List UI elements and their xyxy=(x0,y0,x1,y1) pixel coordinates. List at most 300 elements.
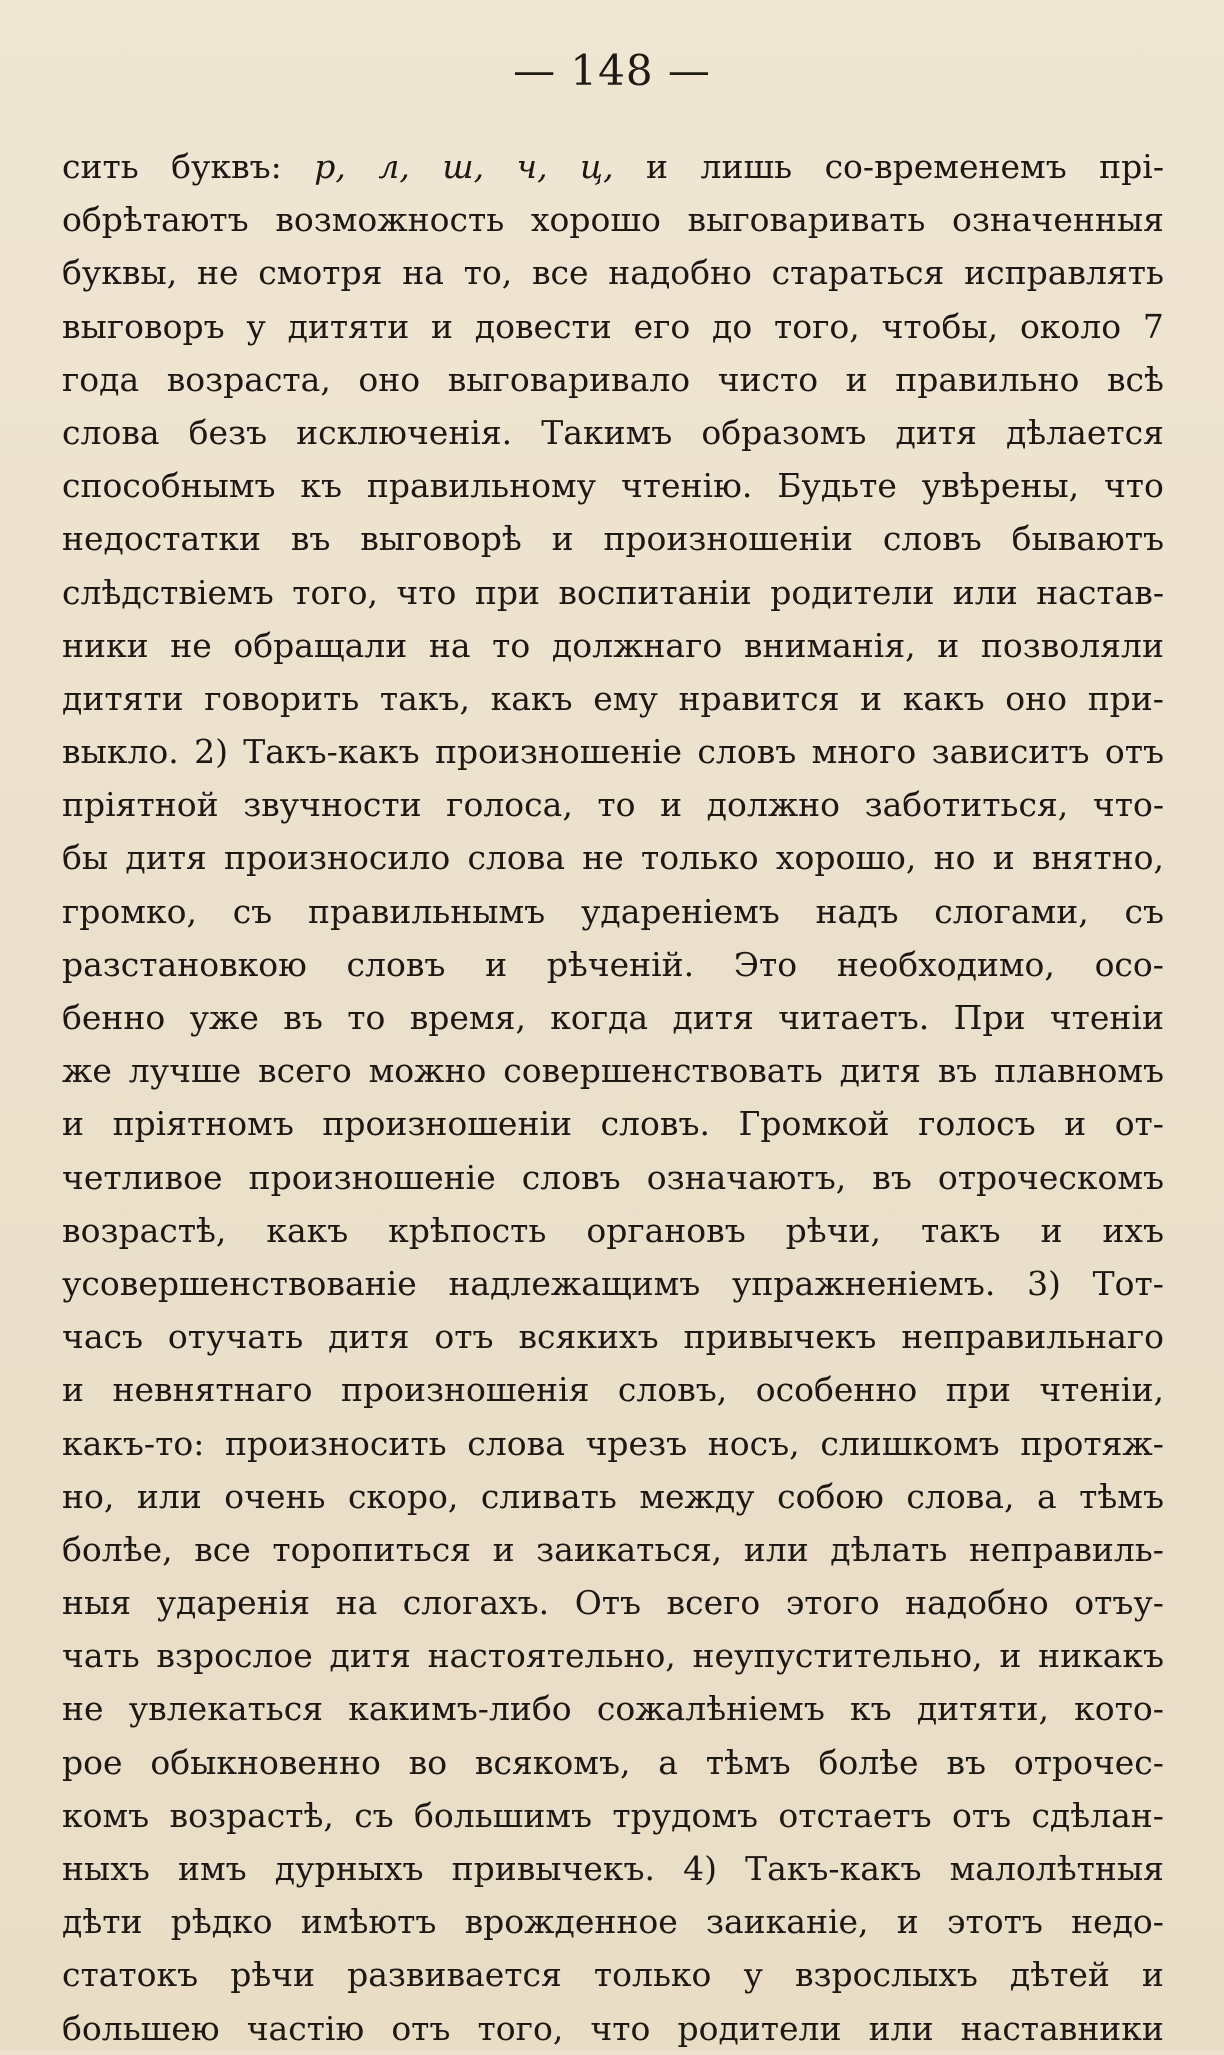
text-word: невнятнаго xyxy=(112,1370,313,1410)
text-word: недо- xyxy=(1071,1902,1164,1942)
text-word: л, xyxy=(378,147,410,186)
text-line xyxy=(62,353,1164,406)
text-word: говорить xyxy=(204,678,360,718)
text-word: этотъ xyxy=(947,1902,1043,1942)
text-word: врожденное xyxy=(464,1902,678,1942)
text-word: чтобы, xyxy=(881,306,999,346)
text-word: всякихъ xyxy=(518,1317,659,1357)
text-word: въ xyxy=(937,1051,978,1091)
text-word: рѣчи, xyxy=(785,1210,881,1250)
text-word: дурныхъ xyxy=(274,1849,424,1888)
text-word: статокъ xyxy=(62,1955,199,1995)
text-word: то xyxy=(347,998,386,1037)
text-word: а xyxy=(658,1742,678,1782)
text-word: 2) xyxy=(194,732,228,772)
text-line xyxy=(62,1789,1164,1842)
text-word: въ xyxy=(946,1742,986,1782)
text-word: протяж- xyxy=(1020,1423,1164,1463)
text-word: въ xyxy=(290,519,331,559)
text-line xyxy=(62,778,1164,831)
text-word: съ xyxy=(354,1795,394,1835)
text-word: какъ xyxy=(266,1210,349,1250)
text-word: и xyxy=(551,519,574,559)
text-word: словъ, xyxy=(617,1370,728,1410)
text-word: что xyxy=(396,572,457,612)
text-line xyxy=(62,140,1164,193)
text-word: до xyxy=(712,306,753,346)
text-word: того, xyxy=(774,306,860,346)
text-word: чисто xyxy=(717,359,819,399)
text-word: 3) xyxy=(1027,1263,1061,1303)
text-word: дѣлается xyxy=(1005,412,1164,452)
text-word: правильному xyxy=(366,466,597,506)
text-word: произношенія xyxy=(340,1370,590,1410)
text-word: слова xyxy=(467,838,566,878)
text-word: всего xyxy=(666,1583,761,1623)
text-word: исправлять xyxy=(964,253,1164,293)
text-word: между xyxy=(639,1476,755,1516)
text-word: болѣе, xyxy=(62,1529,173,1569)
text-word: выговорѣ xyxy=(360,519,522,559)
text-word: и xyxy=(485,944,508,984)
text-word: когда xyxy=(550,998,649,1037)
text-word: слогахъ. xyxy=(402,1583,550,1623)
text-word: имѣютъ xyxy=(300,1902,437,1942)
text-word: громко, xyxy=(62,891,197,931)
text-word: внятно, xyxy=(1031,838,1164,878)
text-word: ныя xyxy=(62,1583,132,1623)
text-word: или xyxy=(743,1529,809,1569)
text-word: образомъ xyxy=(701,412,867,452)
text-word: или xyxy=(952,572,1018,612)
text-word: и xyxy=(62,1104,84,1144)
text-word: то xyxy=(597,785,636,825)
text-word: дитя xyxy=(895,412,977,452)
text-word: рѣчи xyxy=(230,1955,316,1995)
text-line xyxy=(62,672,1164,725)
text-word: обрѣтаютъ xyxy=(62,200,249,240)
text-word: и xyxy=(430,306,453,346)
text-word: время, xyxy=(409,998,526,1037)
text-word: пріятномъ xyxy=(112,1104,294,1144)
text-line xyxy=(62,406,1164,459)
text-word: ш, xyxy=(442,147,485,186)
text-word: кото- xyxy=(1074,1689,1164,1729)
text-word: развивается xyxy=(347,1955,562,1995)
text-word: у xyxy=(743,1955,763,1995)
text-word: скоро, xyxy=(347,1476,459,1516)
text-word: настоятельно, xyxy=(427,1636,676,1676)
text-word: Будьте xyxy=(777,466,897,506)
text-word: наставники xyxy=(960,2008,1164,2048)
text-word: и xyxy=(492,1529,515,1569)
text-word: чтеніи xyxy=(1049,998,1164,1037)
page-number: — 148 — xyxy=(513,46,711,95)
text-word: сливать xyxy=(480,1476,617,1516)
text-word: обращали xyxy=(233,625,408,665)
text-word: частію xyxy=(246,2008,365,2048)
text-word: дитя xyxy=(125,838,207,878)
text-word: трудомъ xyxy=(612,1795,759,1835)
text-word: всякомъ, xyxy=(474,1742,631,1782)
text-word: но xyxy=(933,838,976,878)
text-word: родители xyxy=(677,2008,842,2048)
text-word: и xyxy=(1064,1104,1087,1144)
text-word: къ xyxy=(850,1689,892,1729)
text-line xyxy=(62,2002,1164,2055)
text-word: исключенія. xyxy=(296,412,513,452)
text-word: привычекъ. xyxy=(451,1849,656,1888)
text-word: или xyxy=(868,2008,934,2048)
text-word: лишь xyxy=(700,147,793,186)
text-word: звучности xyxy=(243,785,422,825)
text-word: от- xyxy=(1114,1104,1164,1144)
text-word: ныхъ xyxy=(62,1849,150,1888)
text-word: выкло. xyxy=(62,732,179,772)
text-word: дитя xyxy=(328,1317,410,1357)
text-word: и xyxy=(992,838,1015,878)
text-word: крѣпость xyxy=(388,1210,547,1250)
text-word: на xyxy=(428,625,471,665)
text-word: и xyxy=(999,1636,1022,1676)
text-line xyxy=(62,1044,1164,1097)
text-word: читаетъ. xyxy=(778,998,930,1037)
text-word: отрочес- xyxy=(1013,1742,1164,1782)
text-word: сожалѣніемъ xyxy=(596,1689,825,1729)
text-line xyxy=(62,1682,1164,1735)
text-word: какъ xyxy=(490,678,573,718)
text-word: и xyxy=(1040,1210,1063,1250)
text-word: словъ xyxy=(521,1157,621,1197)
text-word: безъ xyxy=(188,412,268,452)
text-word: воспитаніи xyxy=(558,572,752,612)
text-word: отроческомъ xyxy=(937,1157,1164,1197)
text-word: увѣрены, xyxy=(921,466,1080,506)
text-line xyxy=(62,725,1164,778)
text-line xyxy=(62,1629,1164,1682)
text-word: означенныя xyxy=(951,200,1164,240)
text-word: дитяти xyxy=(62,678,184,718)
text-word: какъ xyxy=(902,678,985,718)
text-word: Такъ-какъ xyxy=(243,732,420,772)
text-word: только xyxy=(593,1955,712,1995)
text-word: дитя xyxy=(329,1636,411,1676)
text-line xyxy=(62,1842,1164,1895)
text-word: правильно xyxy=(895,359,1080,399)
text-word: на xyxy=(335,1583,378,1623)
text-word: дитяти xyxy=(287,306,410,346)
text-word: нравится xyxy=(678,678,840,718)
text-word: только xyxy=(641,838,759,878)
text-word: не xyxy=(196,253,239,293)
text-line xyxy=(62,1151,1164,1204)
text-word: и xyxy=(937,625,960,665)
text-word: и xyxy=(62,1370,84,1410)
text-word: плавномъ xyxy=(994,1051,1164,1091)
text-word: въ xyxy=(283,998,323,1037)
text-word: Отъ xyxy=(574,1583,641,1623)
text-word: бы xyxy=(62,838,109,878)
text-word: съ xyxy=(1124,891,1164,931)
text-word: малолѣтныя xyxy=(949,1849,1164,1888)
text-word: что xyxy=(1103,466,1164,506)
text-word: сить xyxy=(62,147,139,186)
text-word: его xyxy=(633,306,691,346)
text-word: чать xyxy=(62,1636,140,1676)
text-word: при xyxy=(474,572,540,612)
text-line xyxy=(62,1523,1164,1576)
text-word: такъ xyxy=(920,1210,1001,1250)
text-line xyxy=(62,1097,1164,1150)
text-word: четливое xyxy=(62,1157,223,1197)
text-word: болѣе xyxy=(818,1742,919,1782)
text-word: отучать xyxy=(167,1317,304,1357)
text-word: 4) xyxy=(683,1849,718,1888)
text-word: въ xyxy=(872,1157,912,1197)
text-word: заиканіе, xyxy=(705,1902,869,1942)
text-word: около xyxy=(1019,306,1122,346)
text-word: голоса, xyxy=(446,785,573,825)
text-line xyxy=(62,512,1164,565)
text-word: такъ, xyxy=(379,678,470,718)
text-word: этого xyxy=(785,1583,880,1623)
text-line xyxy=(62,1417,1164,1470)
text-word: отстаетъ xyxy=(778,1795,932,1835)
text-word: слова xyxy=(62,412,160,452)
text-word: произношеніе xyxy=(434,732,683,772)
text-word: при- xyxy=(1087,678,1164,718)
text-word: дитя xyxy=(672,998,754,1037)
text-word: хорошо xyxy=(530,200,661,240)
text-word: чтеніи, xyxy=(1039,1370,1164,1410)
text-word: словъ xyxy=(697,732,797,772)
text-line xyxy=(62,1470,1164,1523)
text-word: съ xyxy=(232,891,273,931)
text-word: упражненіемъ. xyxy=(732,1263,996,1303)
text-word: заботиться, xyxy=(864,785,1069,825)
text-word: буквы, xyxy=(62,253,178,293)
text-word: необходимо, xyxy=(836,944,1055,984)
text-word: вниманія, xyxy=(743,625,916,665)
text-word: надъ xyxy=(815,891,899,931)
text-word: пріятной xyxy=(62,785,219,825)
text-word: же xyxy=(62,1051,112,1091)
text-word: то, xyxy=(463,253,513,293)
text-word: означаютъ, xyxy=(646,1157,847,1197)
text-word: того, xyxy=(292,572,378,612)
text-word: органовъ xyxy=(586,1210,746,1250)
text-line xyxy=(62,938,1164,991)
text-word: смотря xyxy=(258,253,383,293)
text-word: уже xyxy=(189,998,259,1037)
text-word: произношеніи xyxy=(322,1104,573,1144)
text-word: Тот- xyxy=(1092,1263,1164,1303)
text-word: къ xyxy=(300,466,342,506)
text-word: буквъ: xyxy=(171,147,282,186)
text-word: отъ xyxy=(952,1795,1012,1835)
text-word: торопиться xyxy=(272,1529,472,1569)
text-word: тѣмъ xyxy=(1079,1476,1164,1516)
text-word: словъ. xyxy=(600,1104,710,1144)
text-word: слова xyxy=(467,1423,565,1463)
text-word: у xyxy=(246,306,266,346)
text-word: должно xyxy=(706,785,841,825)
text-word: отъ xyxy=(391,2008,451,2048)
text-word: дитяти, xyxy=(916,1689,1049,1729)
text-word: что xyxy=(590,2008,651,2048)
text-word: никакъ xyxy=(1038,1636,1164,1676)
text-line xyxy=(62,885,1164,938)
text-line xyxy=(62,246,1164,299)
text-word: неупустительно, xyxy=(692,1636,983,1676)
text-word: отъ xyxy=(1104,732,1164,772)
text-word: возрастѣ, xyxy=(169,1795,334,1835)
text-word: надобно xyxy=(905,1583,1049,1623)
text-word: слова, xyxy=(906,1476,1015,1516)
text-word: не xyxy=(170,625,212,665)
text-word: словъ xyxy=(346,944,446,984)
text-line xyxy=(62,566,1164,619)
text-word: увлекаться xyxy=(128,1689,324,1729)
text-word: надлежащимъ xyxy=(448,1263,701,1303)
text-word: какъ-то: xyxy=(62,1423,205,1463)
text-word: словъ xyxy=(882,519,982,559)
text-word: осо- xyxy=(1094,944,1164,984)
text-line xyxy=(62,459,1164,512)
text-word: зависитъ xyxy=(931,732,1090,772)
text-word: ч, xyxy=(516,147,548,186)
text-word: какимъ-либо xyxy=(348,1689,572,1729)
text-word: тѣмъ xyxy=(705,1742,791,1782)
text-word: Такимъ xyxy=(541,412,673,452)
text-word: оно xyxy=(1005,678,1068,718)
text-line xyxy=(62,300,1164,353)
text-line xyxy=(62,1363,1164,1416)
text-word: что- xyxy=(1092,785,1164,825)
text-word: или xyxy=(136,1476,202,1516)
text-word: 7 xyxy=(1142,306,1164,346)
text-word: возраста, xyxy=(166,359,331,399)
text-word: настав- xyxy=(1036,572,1164,612)
text-word: привычекъ xyxy=(683,1317,877,1357)
text-word: произносить xyxy=(225,1423,447,1463)
text-word: Это xyxy=(733,944,798,984)
text-word: отъу- xyxy=(1074,1583,1164,1623)
text-word: того, xyxy=(477,2008,564,2048)
text-word: хорошо, xyxy=(775,838,917,878)
text-word: отъ xyxy=(434,1317,494,1357)
text-word: усовершенствованіе xyxy=(62,1263,417,1303)
text-line xyxy=(62,1576,1164,1629)
text-word: и xyxy=(896,1902,919,1942)
text-word: удареніемъ xyxy=(580,891,780,931)
text-word: со-временемъ xyxy=(824,147,1067,186)
text-word: правильнымъ xyxy=(307,891,546,931)
text-word: чтенію. xyxy=(620,466,753,506)
text-word: на xyxy=(402,253,444,293)
text-line xyxy=(62,1204,1164,1257)
text-word: ники xyxy=(62,625,149,665)
text-word: выговоръ xyxy=(62,306,225,346)
text-word: и xyxy=(660,785,683,825)
page-text xyxy=(62,140,1164,2055)
text-word: При xyxy=(953,998,1026,1037)
text-word: Громкой xyxy=(738,1104,890,1144)
text-line xyxy=(62,193,1164,246)
text-word: во xyxy=(408,1742,448,1782)
text-word: слишкомъ xyxy=(820,1423,1000,1463)
text-word: ему xyxy=(593,678,658,718)
text-word: разстановкою xyxy=(62,944,307,984)
text-word: обыкновенно xyxy=(150,1742,381,1782)
text-word: и xyxy=(845,359,868,399)
text-word: слогами, xyxy=(934,891,1089,931)
text-word: недостатки xyxy=(62,519,261,559)
text-word: родители xyxy=(770,572,935,612)
text-line xyxy=(62,831,1164,884)
text-word: всѣ xyxy=(1106,359,1164,399)
text-word: большею xyxy=(62,2008,220,2048)
text-word: но, xyxy=(62,1476,115,1516)
text-word: взрослое xyxy=(156,1636,313,1676)
text-line xyxy=(62,1948,1164,2001)
text-word: дѣтей xyxy=(1009,1955,1110,1995)
text-word: собою xyxy=(777,1476,884,1516)
text-word: способнымъ xyxy=(62,466,276,506)
text-word: ударенія xyxy=(156,1583,311,1623)
text-line xyxy=(62,1257,1164,1310)
text-word: и xyxy=(1141,1955,1164,1995)
text-word: можно xyxy=(368,1051,487,1091)
text-word: надобно xyxy=(608,253,752,293)
text-word: рѣченій. xyxy=(546,944,695,984)
text-word: взрослыхъ xyxy=(794,1955,978,1995)
text-word: рое xyxy=(62,1742,123,1782)
text-word: слѣдствіемъ xyxy=(62,572,274,612)
text-word: позволяли xyxy=(980,625,1164,665)
text-word: произносило xyxy=(224,838,451,878)
text-word: возрастѣ, xyxy=(62,1210,227,1250)
text-word: дѣлать xyxy=(830,1529,948,1569)
text-word: сдѣлан- xyxy=(1031,1795,1164,1835)
text-word: часъ xyxy=(62,1317,143,1357)
text-word: прі- xyxy=(1099,147,1164,186)
text-word: то xyxy=(492,625,531,665)
text-word: неправиль- xyxy=(968,1529,1164,1569)
text-word: бываютъ xyxy=(1011,519,1164,559)
text-word: выговаривать xyxy=(687,200,926,240)
text-word: не xyxy=(62,1689,104,1729)
text-word: комъ xyxy=(62,1795,150,1835)
text-word: имъ xyxy=(177,1849,247,1888)
text-word: неправильнаго xyxy=(901,1317,1164,1357)
text-word: р, xyxy=(314,147,346,186)
text-word: ц, xyxy=(580,147,614,186)
text-word: возможность xyxy=(275,200,505,240)
text-word: выговаривало xyxy=(447,359,691,399)
text-word: носъ, xyxy=(707,1423,800,1463)
text-word: должнаго xyxy=(551,625,723,665)
text-word: лучше xyxy=(128,1051,242,1091)
text-word: заикаться, xyxy=(536,1529,723,1569)
text-word: произношеніи xyxy=(603,519,854,559)
text-line xyxy=(62,1310,1164,1363)
text-line xyxy=(62,619,1164,672)
text-word: все xyxy=(531,253,589,293)
text-word: чрезъ xyxy=(585,1423,688,1463)
text-word: и xyxy=(860,678,883,718)
text-word: довести xyxy=(474,306,612,346)
